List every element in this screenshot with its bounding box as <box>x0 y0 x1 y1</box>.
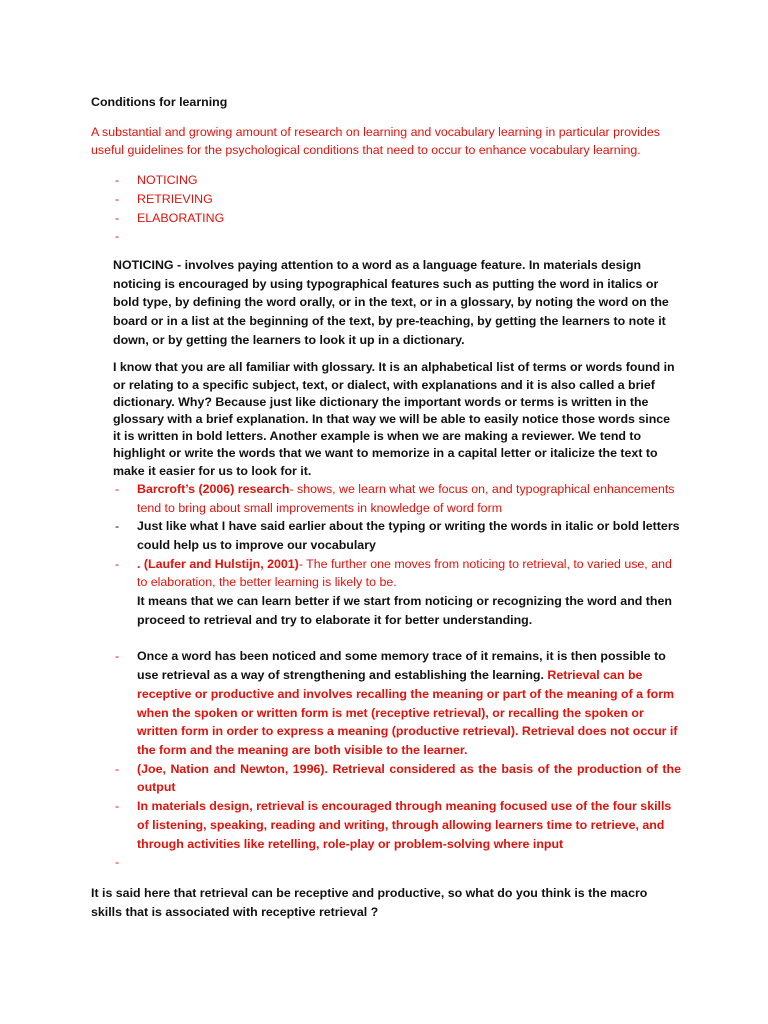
list-item <box>91 647 681 759</box>
dash-bullet: - <box>115 481 120 496</box>
page-title: Conditions for learning <box>91 95 228 109</box>
list-item <box>91 190 681 209</box>
note-text: Just like what I have said earlier about the typing or writing the words in italic or bold letters could help us to improve our vocabulary <box>137 519 680 552</box>
dash-bullet: - <box>115 191 120 206</box>
dash-bullet: - <box>115 556 120 571</box>
list-item <box>91 209 681 228</box>
dash-bullet: - <box>115 229 120 244</box>
question-paragraph: It is said here that retrieval can be receptive and productive, so what do you think is the macro skills that is associated with receptive retrieval ? <box>91 885 648 919</box>
condition-label: NOTICING <box>137 173 198 188</box>
note-text: - shows, we learn what we focus on, and typographical enhancements tend to bring about small improvements in knowledge of word form <box>137 481 675 515</box>
condition-label: ELABORATING <box>137 210 225 225</box>
citation: Barcroft’s (2006) research <box>137 481 290 496</box>
dash-bullet: - <box>115 761 120 776</box>
dash-bullet: - <box>115 173 120 188</box>
list-item <box>91 171 681 190</box>
list-item <box>91 853 681 872</box>
list-item <box>91 797 681 853</box>
note-text <box>137 855 140 869</box>
document-body <box>91 93 681 921</box>
dash-bullet: - <box>115 799 120 814</box>
condition-label: RETRIEVING <box>137 191 213 206</box>
note-text: Once a word has been noticed and some memory trace of it remains, it is then possible to use retrieval as a way of strengthening and establishing the learning. <box>137 649 666 683</box>
list-item <box>91 555 681 630</box>
noticing-paragraph: NOTICING - involves paying attention to a word as a language feature. In materials design noticing is encouraged by using typographical features such as putting the word in italics or bold type, by defining the word orally, or in the text, or in a glossary, by noting the word on the board or in a list at the beginning of the text, by pre-teaching, by getting the learners to note it down, or by getting the learners to look it up in a dictionary. <box>113 257 669 347</box>
list-item <box>91 760 681 797</box>
spacer <box>91 629 681 647</box>
notes-list <box>91 480 681 872</box>
dash-bullet: - <box>115 649 120 664</box>
list-item <box>91 227 681 246</box>
note-explanation: It means that we can learn better if we start from noticing or recognizing the word and then proceed to retrieval and try to elaborate it for better understanding. <box>137 594 672 627</box>
conditions-list <box>91 171 681 246</box>
glossary-definition: alphabetical list of terms or words found in or relating to a specific subject, text, or dialect, with explanations and it is also called a brief dictionary. Why? Because just like dictionary the important words or terms is written in the glossary with a brief explanation. In that way we will be able to easily notice those words since it is written in bold letters. Another example is when we are making a reviewer. We tend to highlight or write the words that we want to memorize in a capital letter or italicize the text to make it easier for us to look for it. <box>113 360 675 478</box>
glossary-paragraph <box>91 359 681 479</box>
citation: (Joe, Nation and Newton, 1996) <box>137 761 325 776</box>
condition-label <box>137 229 140 243</box>
intro-paragraph: A substantial and growing amount of research on learning and vocabulary learning in particular provides useful guidelines for the psychological conditions that need to occur to enhance vocabulary learning. <box>91 124 660 158</box>
citation: . (Laufer and Hulstijn, 2001) <box>137 556 299 571</box>
note-text: . Retrieval considered as the basis of the production of the output <box>137 761 681 795</box>
glossary-intro: I know that you are all familiar with glossary. It is an <box>113 360 422 375</box>
note-text: - The further one moves from noticing to retrieval, to varied use, and to elaboration, the better learning is likely to be. <box>137 556 672 590</box>
list-item <box>91 517 681 554</box>
note-highlight: Retrieval can be receptive or productive and involves recalling the meaning or part of the meaning of a form when the spoken or written form is met (receptive retrieval), or recalling the spoken or written form in order to express a meaning (productive retrieval). Retrieval does not occur if the form and the meaning are both visible to the learner. <box>137 668 678 757</box>
note-text: In materials design, retrieval is encouraged through meaning focused use of the four skills of listening, speaking, reading and writing, through allowing learners time to retrieve, and through activities like retelling, role-play or problem-solving where input <box>137 799 672 851</box>
list-item <box>91 480 681 517</box>
dash-bullet: - <box>115 210 120 225</box>
dash-bullet: - <box>115 519 120 534</box>
dash-bullet: - <box>115 855 120 870</box>
